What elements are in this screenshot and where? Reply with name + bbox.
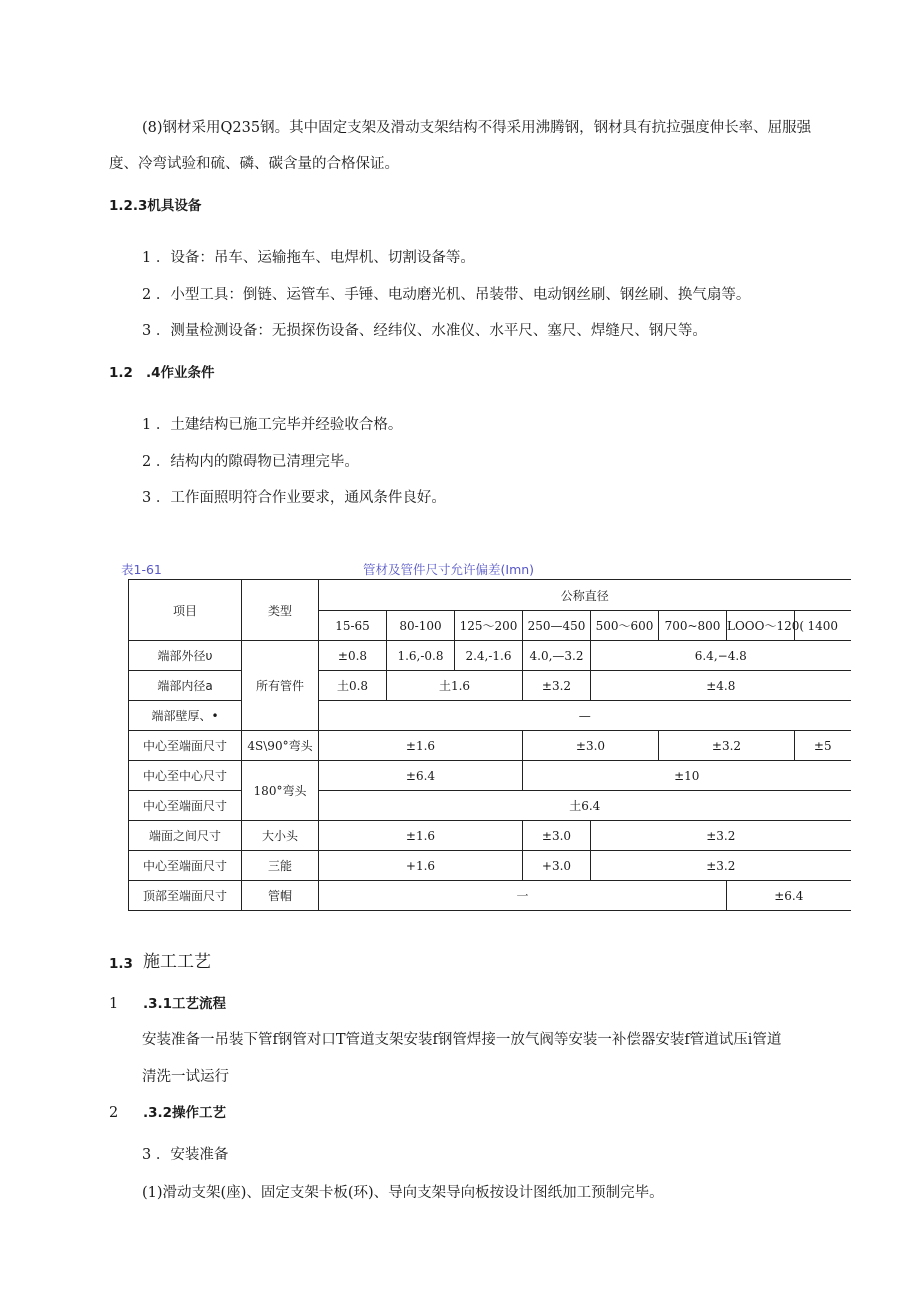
table-row bbox=[129, 851, 851, 881]
list-item: 2 ．结构内的隙碍物已清理完毕。 bbox=[142, 454, 359, 470]
value-cell: +3.0 bbox=[523, 851, 591, 881]
section-heading-1-2-4-number: 1.2 bbox=[109, 365, 133, 381]
value-cell: ±5 bbox=[795, 731, 851, 761]
value-cell: ±6.4 bbox=[727, 881, 851, 911]
value-cell: 4.0,—3.2 bbox=[523, 641, 591, 671]
table-row bbox=[129, 881, 851, 911]
row-type: 180°弯头 bbox=[242, 761, 319, 821]
list-item: 3 ．测量检测设备：无损探伤设备、经纬仪、水准仪、水平尺、塞尺、焊缝尺、钢尺等。 bbox=[142, 323, 707, 339]
size-cell: 1400 bbox=[795, 611, 851, 641]
list-item: 1 ．土建结构已施工完毕并经验收合格。 bbox=[142, 417, 403, 433]
list-item: 3 ．工作面照明符合作业要求，通风条件良好。 bbox=[142, 490, 446, 506]
value-cell: 2.4,-1.6 bbox=[455, 641, 523, 671]
size-cell: 700~800 bbox=[659, 611, 727, 641]
table-row bbox=[129, 821, 851, 851]
value-cell: ±3.2 bbox=[659, 731, 795, 761]
value-cell: ±3.0 bbox=[523, 821, 591, 851]
table-header-row bbox=[129, 580, 851, 611]
list-item: 1 ．设备：吊车、运输拖车、电焊机、切割设备等。 bbox=[142, 250, 475, 266]
row-type: 所有管件 bbox=[242, 641, 319, 731]
value-cell: ±1.6 bbox=[319, 731, 523, 761]
value-cell: ±4.8 bbox=[591, 671, 851, 701]
value-cell: ±1.6 bbox=[319, 821, 523, 851]
value-cell: ±3.2 bbox=[523, 671, 591, 701]
subsection-number-1-3-2: 2 bbox=[109, 1105, 119, 1121]
row-type: 4S\90°弯头 bbox=[242, 731, 319, 761]
flow-line-1: 安装准备一吊装下管f钢管对口T管道支架安装f钢管焊接一放气阀等安装一补偿器安装f管道试压i管道 bbox=[142, 1032, 782, 1048]
section-heading-1-2-4-text: .4作业条件 bbox=[146, 365, 215, 381]
row-item: 端部外径υ bbox=[129, 641, 242, 671]
value-cell: ±3.0 bbox=[523, 731, 659, 761]
value-cell: ±6.4 bbox=[319, 761, 523, 791]
tolerance-table bbox=[128, 579, 851, 911]
section-heading-1-3: 施工工艺 bbox=[143, 952, 211, 972]
row-item: 中心至端面尺寸 bbox=[129, 731, 242, 761]
subsection-heading-1-3-1: .3.1工艺流程 bbox=[143, 996, 227, 1012]
row-type: 管帽 bbox=[242, 881, 319, 911]
step-item: (1)滑动支架(座)、固定支架卡板(环)、导向支架导向板按设计图纸加工预制完毕。 bbox=[142, 1185, 664, 1201]
row-item: 中心至端面尺寸 bbox=[129, 791, 242, 821]
table-row bbox=[129, 671, 851, 701]
value-cell: 1.6,-0.8 bbox=[387, 641, 455, 671]
header-item: 项目 bbox=[129, 580, 242, 641]
row-item: 端部内径a bbox=[129, 671, 242, 701]
size-cell: 125～200 bbox=[455, 611, 523, 641]
value-cell: 土0.8 bbox=[319, 671, 387, 701]
intro-paragraph-line-1: (8)钢材采用Q235钢。其中固定支架及滑动支架结构不得采用沸腾钢，钢材具有抗拉强度伸长率、屈服强 bbox=[142, 120, 812, 136]
size-cell: 250—450 bbox=[523, 611, 591, 641]
value-cell: 土1.6 bbox=[387, 671, 523, 701]
header-nominal-diameter: 公称直径 bbox=[319, 580, 851, 611]
intro-paragraph-line-2: 度、冷弯试验和硫、磷、碳含量的合格保证。 bbox=[109, 156, 399, 172]
subsection-number-1-3-1: 1 bbox=[109, 996, 119, 1012]
row-item: 端面之间尺寸 bbox=[129, 821, 242, 851]
header-type: 类型 bbox=[242, 580, 319, 641]
size-cell: 80-100 bbox=[387, 611, 455, 641]
row-item: 中心至端面尺寸 bbox=[129, 851, 242, 881]
value-cell: — bbox=[319, 701, 851, 731]
row-type: 三能 bbox=[242, 851, 319, 881]
table-row bbox=[129, 701, 851, 731]
section-number-1-3: 1.3 bbox=[109, 956, 133, 972]
value-cell: 土6.4 bbox=[319, 791, 851, 821]
row-item: 端部壁厚、• bbox=[129, 701, 242, 731]
value-cell: 6.4,−4.8 bbox=[591, 641, 851, 671]
table-row bbox=[129, 791, 851, 821]
row-item: 顶部至端面尺寸 bbox=[129, 881, 242, 911]
step-heading: 3 ．安装准备 bbox=[142, 1147, 229, 1163]
subsection-heading-1-3-2: .3.2操作工艺 bbox=[143, 1105, 227, 1121]
table-label: 表1-61 bbox=[121, 562, 162, 577]
section-heading-1-2-3: 1.2.3机具设备 bbox=[109, 198, 202, 214]
row-type: 大小头 bbox=[242, 821, 319, 851]
table-row bbox=[129, 731, 851, 761]
value-cell: ±3.2 bbox=[591, 851, 851, 881]
size-cell: LOOO～120( bbox=[727, 611, 795, 641]
table-row bbox=[129, 761, 851, 791]
flow-line-2: 清洗一试运行 bbox=[142, 1069, 229, 1085]
value-cell: ±10 bbox=[523, 761, 851, 791]
value-cell: 一 bbox=[319, 881, 727, 911]
row-item: 中心至中心尺寸 bbox=[129, 761, 242, 791]
table-title: 管材及管件尺寸允许偏差(Imn) bbox=[363, 562, 535, 577]
size-cell: 15-65 bbox=[319, 611, 387, 641]
table-row bbox=[129, 641, 851, 671]
size-cell: 500～600 bbox=[591, 611, 659, 641]
value-cell: ±3.2 bbox=[591, 821, 851, 851]
value-cell: ±0.8 bbox=[319, 641, 387, 671]
list-item: 2 ．小型工具：倒链、运管车、手锤、电动磨光机、吊装带、电动钢丝刷、钢丝刷、换气扇等。 bbox=[142, 287, 751, 303]
value-cell: +1.6 bbox=[319, 851, 523, 881]
